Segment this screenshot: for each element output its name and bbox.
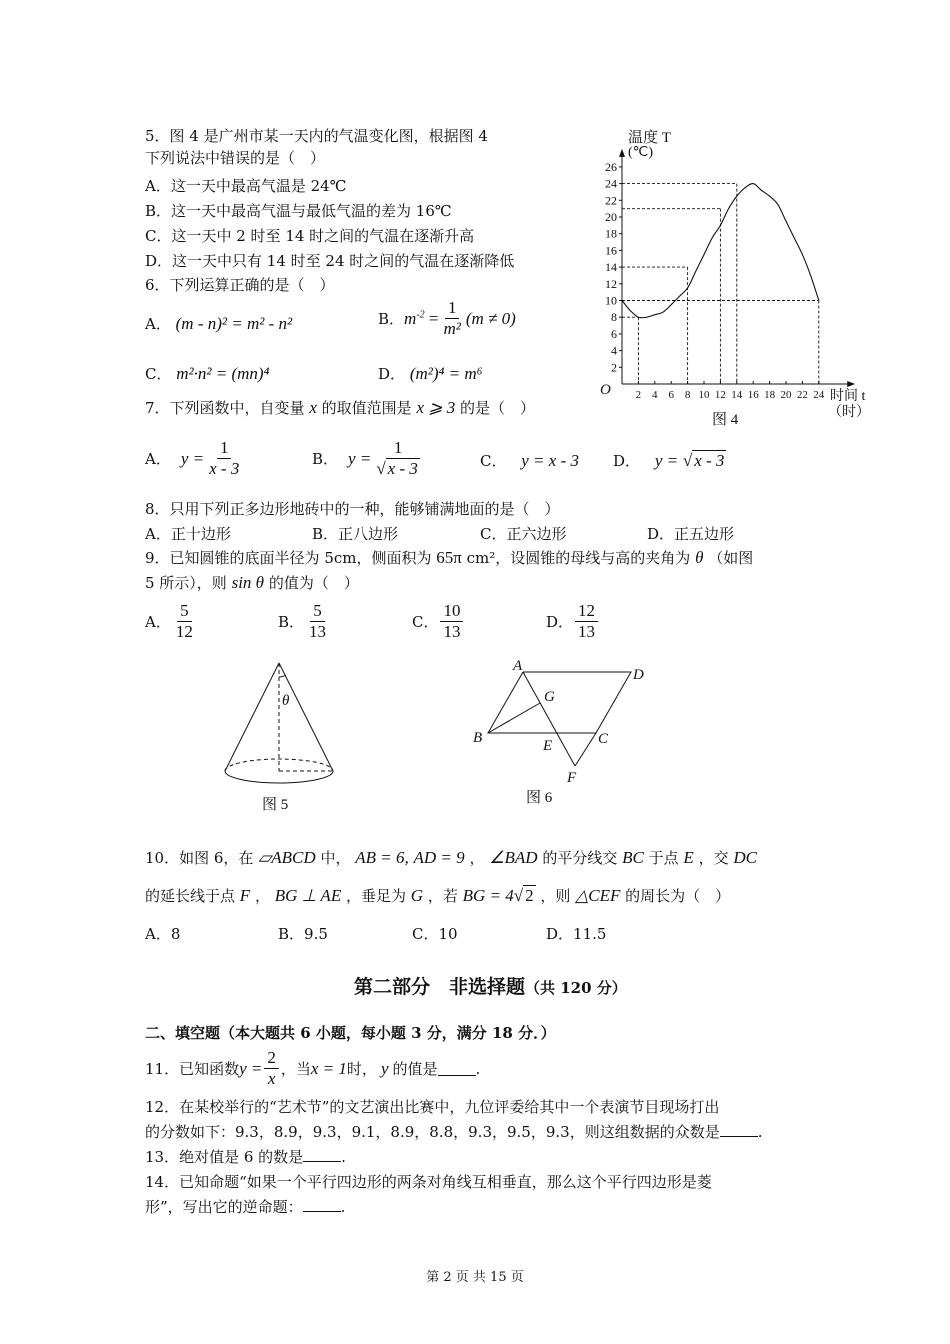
parallelogram-figure [465, 652, 655, 810]
q13 [145, 1147, 346, 1167]
q10-bg-radicand: 2 [525, 886, 534, 905]
q11-y: y = [239, 1058, 263, 1078]
q13-answer-blank[interactable] [303, 1147, 341, 1162]
q9-theta: θ [695, 548, 704, 567]
q10-l2-d: ，若 [427, 887, 458, 905]
q10-point-e: E [683, 848, 694, 867]
q6-c-label: C． [145, 365, 172, 383]
q9-option-c [412, 601, 465, 642]
y-axis-unit: (℃) [628, 145, 654, 160]
q8-option-b: B．正八边形 [312, 525, 399, 543]
x-tick-label: 18 [764, 389, 776, 401]
x-tick-label: 4 [652, 389, 658, 401]
q8-option-a: A．正十边形 [145, 525, 231, 543]
q10-perp: BG ⊥ AE [274, 886, 342, 905]
q10-option-d: D．11.5 [546, 925, 607, 943]
y-tick-label: 24 [605, 176, 617, 191]
q6-stem: 6．下列运算正确的是（ ） [145, 276, 335, 294]
q10-ab: AB = 6, [355, 848, 409, 867]
q9-stem-line1 [145, 548, 753, 568]
q9-stem-line2 [145, 573, 359, 593]
q9-option-a [145, 601, 198, 642]
label-b: B [473, 730, 483, 746]
q10-point-f: F [239, 886, 251, 905]
q9-b-label: B． [278, 613, 305, 631]
x-tick-label: 14 [731, 389, 743, 401]
y-axis-arrow [619, 149, 625, 157]
q6-d-label: D． [378, 365, 406, 383]
q14-answer-blank[interactable] [303, 1197, 341, 1212]
y-tick-label: 26 [605, 159, 617, 174]
y-tick-label: 16 [605, 243, 617, 258]
q9-stem2-b: 的值为（ ） [268, 574, 359, 592]
q6-b-fraction: $\frac{1}{\text{m²}}$ [443, 298, 461, 338]
q6-a-label: A． [145, 315, 171, 333]
q10-l1-c: ， [469, 849, 485, 867]
q5-option-b: B．这一天中最高气温与最低气温的差为 16℃ [145, 202, 452, 220]
q9-option-b [278, 601, 331, 642]
label-d: D [633, 667, 644, 683]
cone-base-front [225, 771, 333, 783]
theta-label: θ [282, 693, 290, 709]
q7-stem-c: 的是（ ） [460, 399, 536, 417]
q6-b-condition: (m ≠ 0) [465, 308, 516, 328]
q10-l1-a: 10．如图 6，在 [145, 849, 254, 867]
q9-stem1-a: 9．已知圆锥的底面半径为 5cm，侧面积为 [145, 549, 432, 567]
q10-parallelogram: ▱ABCD [258, 848, 316, 867]
q6-option-b [378, 298, 516, 339]
fig6-caption: 图 6 [526, 790, 553, 806]
q13-text: 13．绝对值是 6 的数是 [145, 1148, 304, 1166]
q12-line2 [145, 1122, 762, 1142]
q10-dc: DC [733, 848, 758, 867]
q7-option-a [145, 438, 244, 479]
q10-l2-c: ，垂足为 [345, 887, 406, 905]
q10-ad: AD = 9 [413, 848, 465, 867]
q9-stem1-b: cm²，设圆锥的母线与高的夹角为 [466, 549, 691, 567]
y-tick-label: 22 [605, 193, 617, 208]
q12-end: . [757, 1123, 763, 1141]
q9-c-fraction: $\frac{10}{13}$ [440, 601, 463, 642]
q5-option-d: D．这一天中只有 14 时至 24 时之间的气温在逐渐降低 [145, 252, 515, 270]
q5-option-c: C．这一天中 2 时至 14 时之间的气温在逐渐升高 [145, 227, 475, 245]
q9-a-label: A． [145, 613, 171, 631]
y-tick-label: 14 [605, 260, 617, 275]
q10-l1-d: 的平分线交 [542, 849, 618, 867]
q6-c-expr: m²·n² = (mn)⁴ [176, 364, 270, 383]
q7-a-label: A． [145, 450, 171, 468]
chart-caption: 图 4 [712, 412, 739, 428]
part2-title [354, 972, 627, 999]
x-tick-label: 24 [813, 389, 825, 401]
q8-option-d: D．正五边形 [647, 525, 735, 543]
q10-option-a: A．8 [145, 925, 181, 943]
q7-b-y: y = [348, 448, 372, 468]
section2-heading: 二、填空题（本大题共 6 小题，每小题 3 分，满分 18 分．） [145, 1024, 556, 1042]
q11-b: ，当 [280, 1060, 311, 1078]
q9-stem1-c: （如图 [708, 549, 754, 567]
q9-sin: sin θ [231, 573, 265, 592]
q5-stem-line1: 5．图 4 是广州市某一天内的气温变化图，根据图 4 [145, 127, 488, 145]
q10-l2-f: 的周长为（ ） [625, 887, 731, 905]
q9-b-fraction: $\frac{5}{13}$ [309, 601, 327, 641]
q11-d: 的值是 [392, 1060, 438, 1078]
q14-line2 [145, 1197, 345, 1217]
q12-answer-blank[interactable] [720, 1122, 758, 1137]
q6-option-d [378, 363, 483, 384]
q7-var: x [309, 398, 317, 417]
q10-bg: BG = 4 [462, 886, 514, 905]
q9-d-label: D． [546, 613, 574, 631]
q11-a: 11．已知函数 [145, 1060, 240, 1078]
x-axis-label: 时间 t [830, 389, 866, 404]
x-tick-label: 20 [780, 389, 792, 401]
label-e: E [543, 738, 553, 754]
q10-option-c: C．10 [412, 925, 458, 943]
q9-option-d [546, 601, 600, 642]
fig5-caption: 图 5 [262, 797, 289, 813]
y-tick-label: 2 [611, 360, 617, 375]
y-tick-label: 4 [611, 343, 617, 358]
label-c: C [598, 731, 609, 747]
q7-option-d: D． y = √ x - 3 [613, 451, 725, 470]
q6-option-c [145, 363, 269, 384]
q6-option-a [145, 313, 292, 334]
y-tick-label: 6 [611, 326, 617, 341]
q12-line1: 12．在某校举行的“艺术节”的文艺演出比赛中，九位评委给其中一个表演节目现场打出 [145, 1098, 720, 1116]
cone-left-edge [225, 663, 279, 771]
x-tick-label: 2 [635, 389, 642, 401]
y-tick-label: 10 [605, 293, 617, 308]
q11-end: . [475, 1059, 481, 1078]
origin-label: O [600, 382, 611, 398]
y-tick-label: 18 [605, 226, 617, 241]
q6-d-expr: (m²)⁴ = m⁶ [409, 364, 483, 383]
q10-l1-e: 于点 [648, 849, 679, 867]
q6-b-label: B． [378, 310, 405, 328]
q7-d-label: D． [613, 452, 641, 470]
x-tick-label: 22 [796, 389, 808, 401]
angle-arc [279, 675, 286, 677]
q5-stem-line2: 下列说法中错误的是（ ） [145, 149, 326, 167]
q7-d-y: y = [654, 451, 679, 470]
q11-fraction: $\frac{2}{x}$ [264, 1048, 279, 1089]
temperature-chart [592, 120, 882, 440]
x-tick-label: 12 [714, 389, 726, 401]
x-axis-unit: （时） [828, 405, 870, 420]
q9-d-fraction: $\frac{12}{13}$ [575, 601, 598, 642]
q7-a-y: y = [180, 448, 205, 468]
q11-answer-blank[interactable] [438, 1061, 476, 1076]
x-tick-label: 8 [684, 389, 691, 401]
part2-subtitle: （共 120 分） [525, 979, 627, 997]
x-tick-label: 16 [747, 389, 759, 401]
q11-cond: x = 1 [310, 1058, 347, 1078]
q10-triangle: △CEF [575, 886, 621, 905]
label-g: G [544, 689, 555, 705]
q10-angle: ∠BAD [489, 848, 538, 867]
x-tick-label: 10 [698, 389, 710, 401]
q10-l1-b: 中， [320, 849, 351, 867]
q10-l2-b: ， [254, 887, 270, 905]
q7-b-label: B． [312, 450, 339, 468]
q7-c-expr: y = x - 3 [521, 451, 579, 470]
q7-stem-a: 7．下列函数中，自变量 [145, 399, 305, 417]
y-tick-label: 8 [611, 310, 617, 325]
q5-option-a: A．这一天中最高气温是 24℃ [145, 177, 347, 195]
q6-b-lhs: $m^{-2}$ = [404, 308, 439, 328]
q11 [145, 1048, 480, 1089]
segment-c-f [575, 733, 596, 766]
x-axis-arrow [847, 381, 855, 387]
q9-area: 65π [436, 548, 462, 567]
q14-l2-text: 形”，写出它的逆命题： [145, 1198, 303, 1216]
q12-l2-text: 的分数如下：9.3，8.9，9.3，9.1，8.9，8.8，9.3，9.5，9.3，则这组数据的众数是 [145, 1123, 720, 1141]
segment-bg [488, 703, 540, 733]
label-f: F [567, 770, 577, 786]
parallelogram-abcd [488, 672, 631, 733]
q10-option-b: B．9.5 [278, 925, 328, 943]
page-footer: 第 2 页 共 15 页 [426, 1270, 524, 1285]
y-tick-label: 12 [605, 276, 617, 291]
cone-figure [215, 655, 345, 820]
q14-line1: 14．已知命题“如果一个平行四边形的两条对角线互相垂直，那么这个平行四边形是菱 [145, 1173, 712, 1191]
q7-c-label: C． [480, 452, 507, 470]
q14-end: . [340, 1198, 346, 1216]
part2-title-text: 第二部分 非选择题 [354, 976, 526, 998]
q10-l2-a: 的延长线于点 [145, 887, 236, 905]
q7-cond: x ⩾ 3 [416, 398, 456, 417]
q10-point-g: G [410, 886, 424, 905]
q11-y2: y [380, 1058, 389, 1078]
q7-d-radicand: x - 3 [694, 451, 725, 470]
q6-a-expr: (m - n)² = m² - n² [175, 314, 293, 333]
q10-l2-e: ，则 [540, 887, 571, 905]
q10-line1 [145, 848, 757, 868]
q9-c-label: C． [412, 613, 439, 631]
q7-a-fraction: $\frac{1}{x - 3}$ [209, 438, 240, 478]
q7-stem [145, 398, 535, 418]
q10-l1-f: ，交 [698, 849, 729, 867]
q7-option-b [312, 438, 425, 479]
q10-line2: 的延长线于点 F ， BG ⊥ AE ，垂足为 G ，若 BG = 4√ 2 ，则 △CEF 的周长为（ ） [145, 886, 731, 905]
q7-stem-b: 的取值范围是 [321, 399, 412, 417]
x-tick-label: 6 [668, 389, 674, 401]
q9-stem2-a: 5 所示），则 [145, 574, 227, 592]
q7-option-c [480, 450, 579, 471]
q8-stem: 8．只用下列正多边形地砖中的一种，能够铺满地面的是（ ） [145, 500, 560, 518]
q10-bc: BC [622, 848, 644, 867]
q9-a-fraction: $\frac{5}{12}$ [175, 601, 193, 641]
q8-option-c: C．正六边形 [480, 525, 567, 543]
q7-b-fraction: $\frac{1}{√ x - 3}$ [376, 438, 418, 478]
y-axis-label: 温度 T [628, 130, 671, 146]
q13-end: . [341, 1148, 346, 1166]
y-tick-label: 20 [605, 210, 617, 224]
cone-right-edge [279, 663, 333, 771]
label-a: A [513, 658, 523, 674]
q11-c: 时， [346, 1060, 377, 1078]
